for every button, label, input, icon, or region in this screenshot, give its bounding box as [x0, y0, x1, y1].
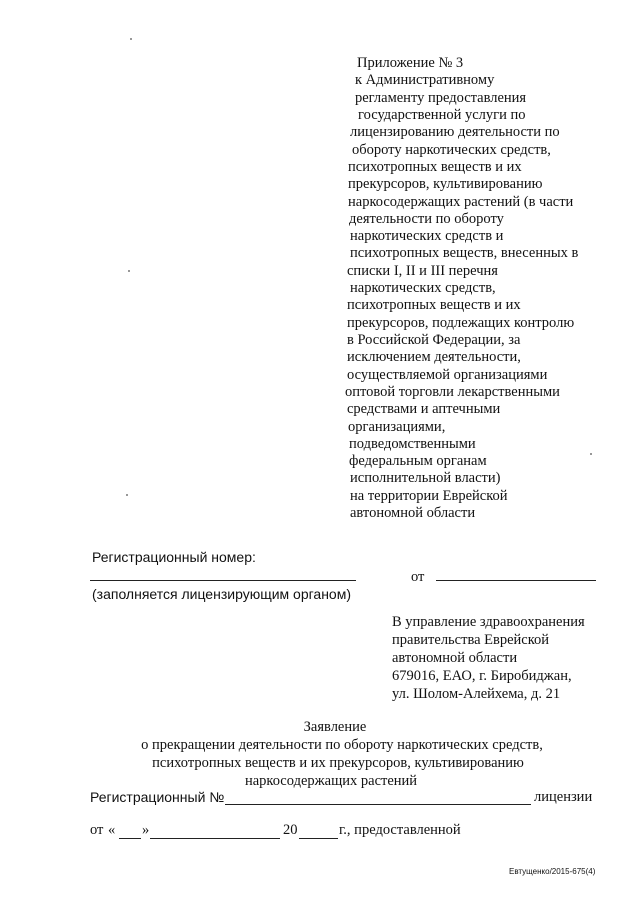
appendix-line: исключением деятельности, [347, 349, 521, 366]
document-footer-code: Евтущенко/2015-675(4) [509, 867, 596, 876]
appendix-line: к Административному [355, 72, 495, 89]
appendix-line: организациями, [348, 418, 446, 435]
appendix-line: исполнительной власти) [350, 470, 501, 487]
date-from-label: от [411, 569, 425, 585]
form-year-field[interactable] [299, 838, 338, 839]
registration-number-label: Регистрационный номер: [92, 549, 256, 565]
form-license-label: лицензии [534, 789, 593, 805]
appendix-line: обороту наркотических средств, [352, 141, 551, 158]
form-registration-label: Регистрационный № [90, 789, 225, 805]
appendix-line: психотропных веществ, внесенных в [350, 245, 579, 262]
statement-subtitle-line: о прекращении деятельности по обороту наркотических средств, [141, 737, 543, 753]
appendix-line: Приложение № 3 [357, 55, 464, 71]
appendix-line: психотропных веществ и их [348, 158, 522, 175]
addressee-line: В управление здравоохранения [392, 614, 585, 630]
statement-subtitle-line: психотропных веществ и их прекурсоров, культивированию [152, 755, 524, 771]
appendix-line: прекурсоров, культивированию [348, 176, 543, 193]
appendix-line: наркосодержащих растений (в части [348, 193, 574, 210]
appendix-line: наркотических средств, [350, 280, 496, 296]
scan-speck [126, 494, 128, 496]
appendix-line: государственной услуги по [358, 106, 526, 123]
appendix-line: средствами и аптечными [347, 401, 501, 418]
form-day-field[interactable] [119, 838, 141, 839]
form-century: 20 [283, 822, 298, 838]
statement-title: Заявление [303, 719, 367, 735]
appendix-line: федеральным органам [349, 453, 487, 470]
registration-hint: (заполняется лицензирующим органом) [92, 586, 352, 602]
appendix-line: осуществляемой организациями [347, 366, 548, 383]
statement-subtitle-line: наркосодержащих растений [244, 773, 418, 789]
date-from-field[interactable] [436, 580, 596, 581]
form-from-label: от [90, 822, 104, 838]
addressee-line: автономной области [392, 650, 518, 666]
appendix-line: в Российской Федерации, за [347, 331, 521, 348]
addressee-line: ул. Шолом-Алейхема, д. 21 [392, 686, 561, 702]
appendix-line: на территории Еврейской [350, 487, 508, 504]
addressee-line: правительства Еврейской [392, 632, 550, 648]
addressee-line: 679016, ЕАО, г. Биробиджан, [392, 668, 572, 684]
scan-speck [128, 270, 130, 272]
appendix-line: деятельности по обороту [349, 210, 504, 227]
form-registration-field[interactable] [225, 804, 531, 805]
appendix-line: прекурсоров, подлежащих контролю [347, 314, 575, 331]
appendix-line: регламенту предоставления [355, 89, 527, 106]
scan-speck [130, 38, 132, 40]
appendix-line: наркотических средств и [350, 228, 504, 245]
form-month-field[interactable] [150, 838, 280, 839]
appendix-line: оптовой торговли лекарственными [345, 383, 560, 400]
scan-speck [590, 453, 592, 455]
form-quote-open: « [108, 822, 116, 838]
form-provided-text: г., предоставленной [339, 822, 461, 838]
appendix-line: автономной области [350, 505, 476, 521]
appendix-line: психотропных веществ и их [347, 297, 521, 314]
appendix-line: подведомственными [349, 435, 476, 452]
form-quote-close: » [142, 822, 150, 838]
appendix-line: лицензированию деятельности по [350, 124, 560, 141]
registration-number-field[interactable] [90, 580, 356, 581]
appendix-line: списки I, II и III перечня [347, 262, 498, 279]
